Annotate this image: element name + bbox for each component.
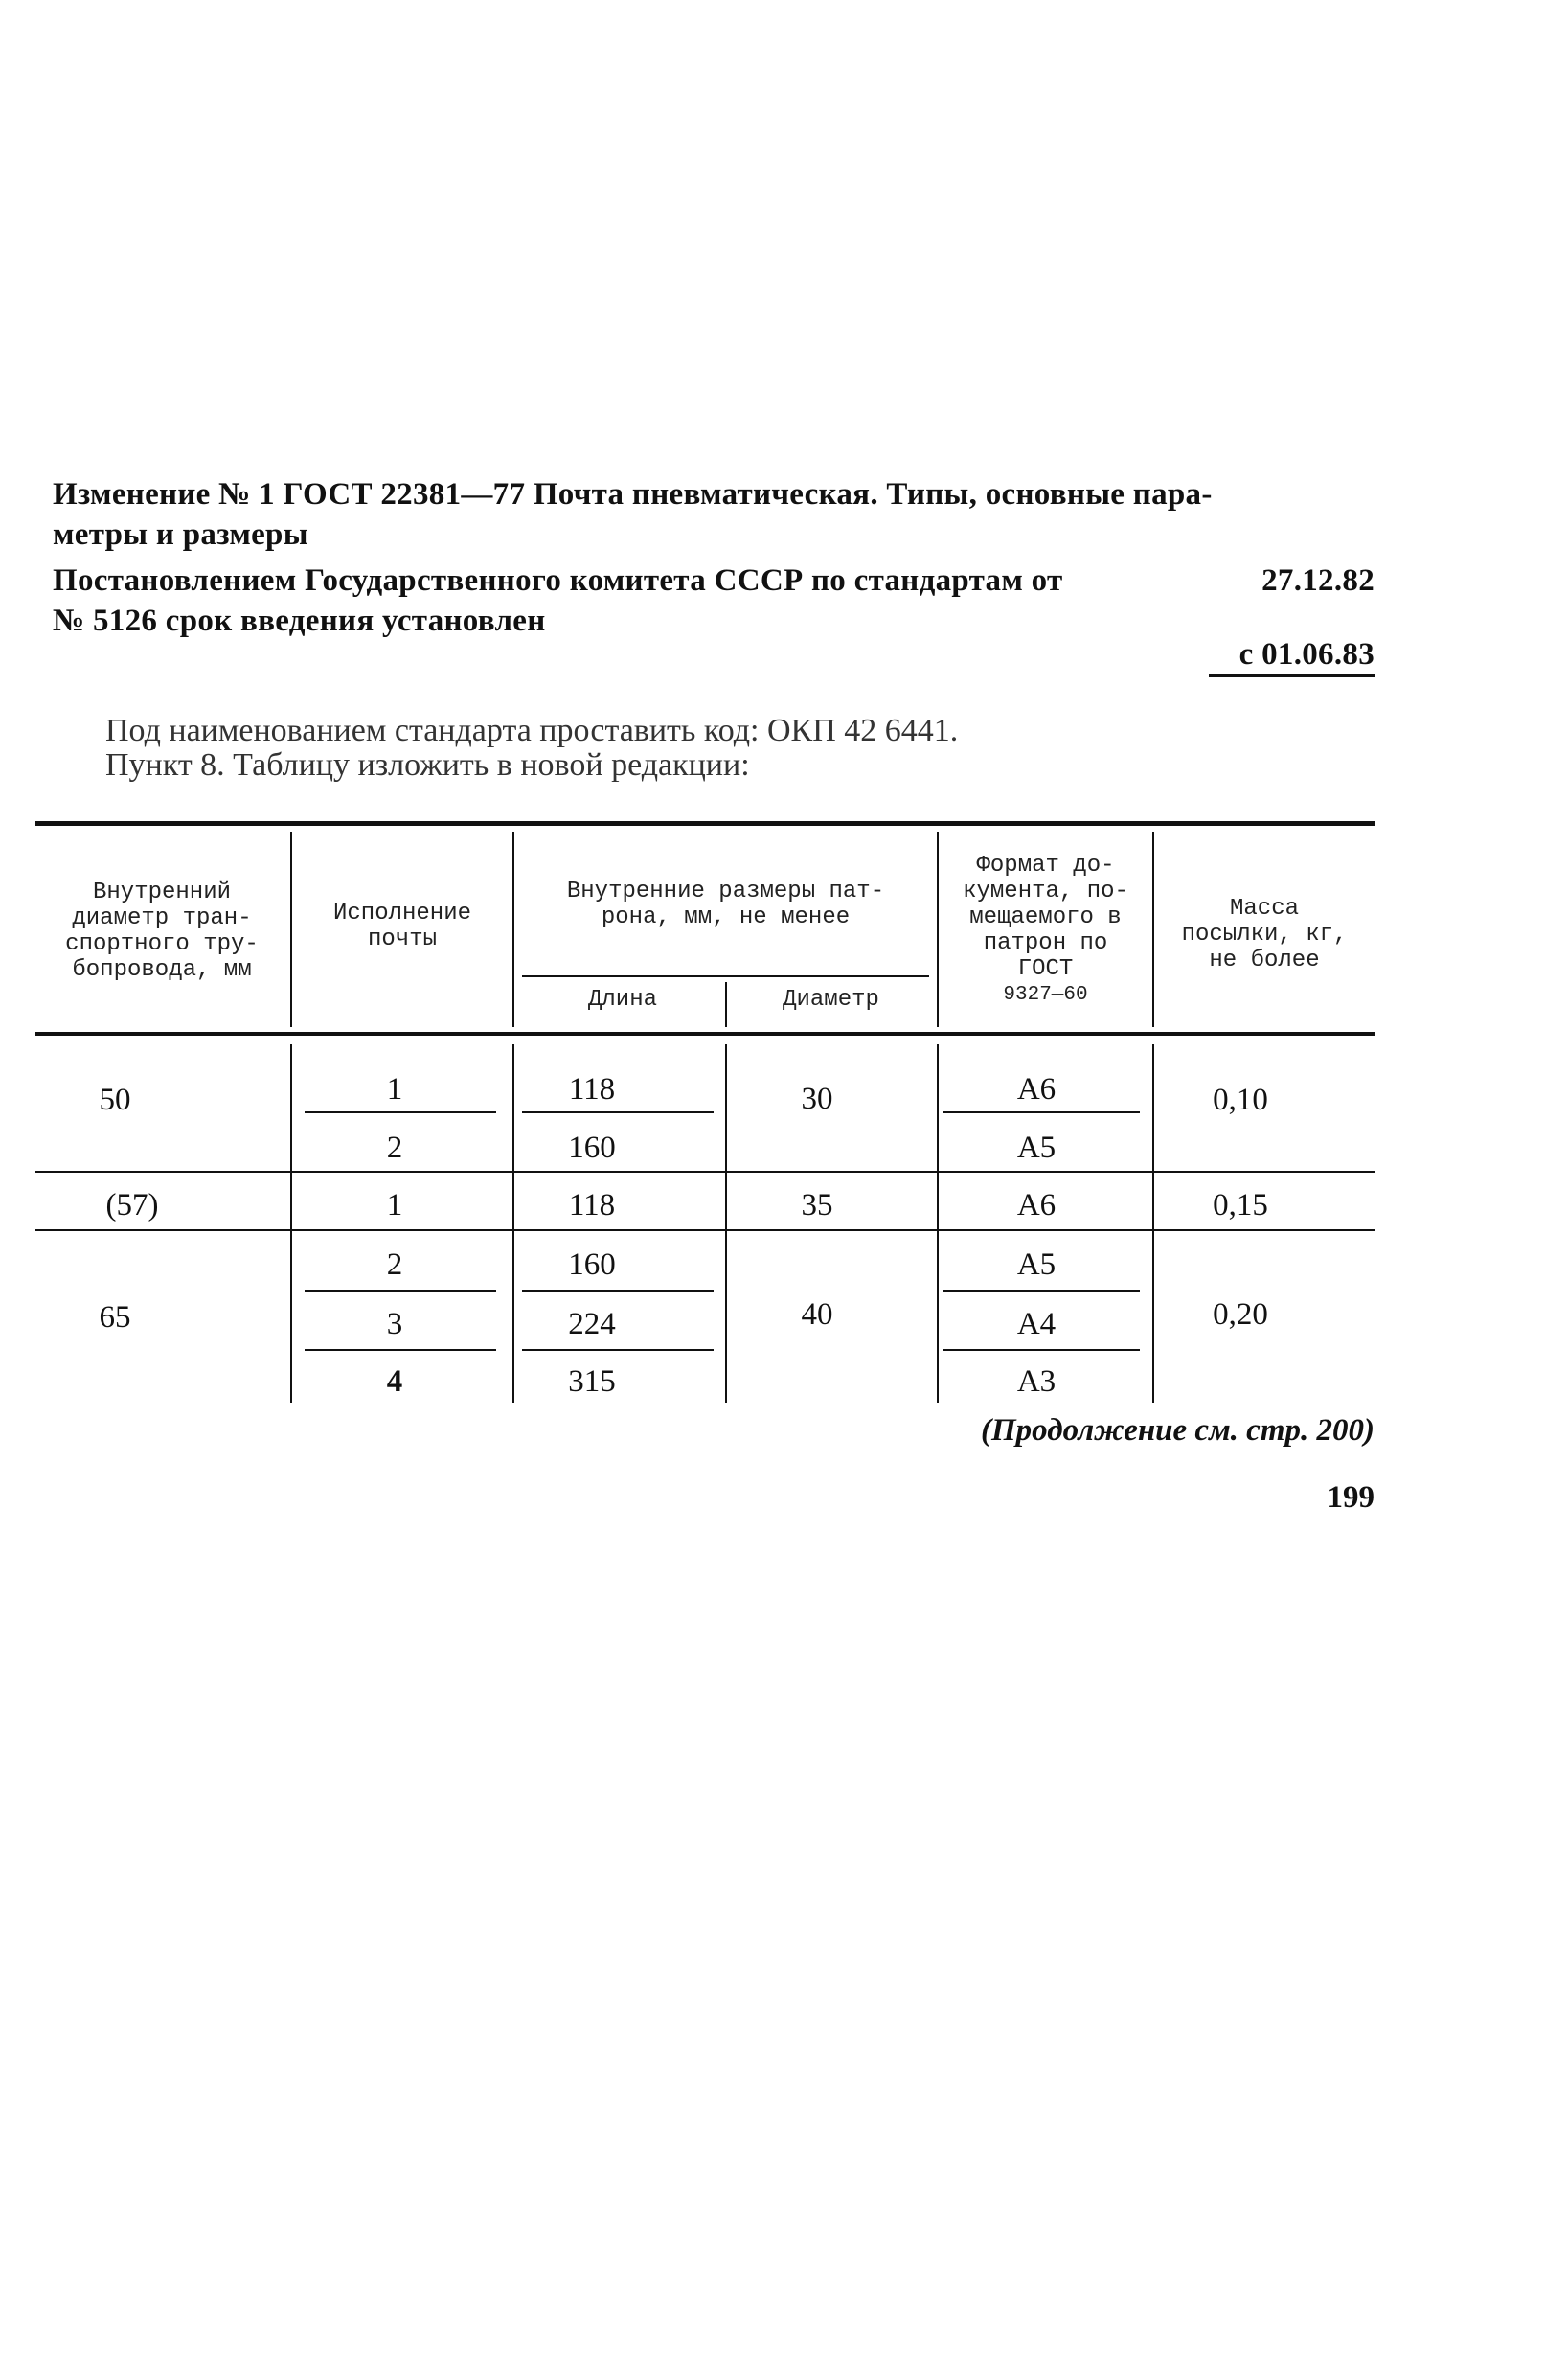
table-cell-format: А5 <box>1016 1131 1057 1165</box>
group-separator <box>35 1229 1375 1231</box>
table-cell-length: 160 <box>568 1247 616 1282</box>
decree-line1: Постановлением Государственного комитета СССР по стандартам от <box>53 563 1063 598</box>
col-diameter-header-line: Внутренний <box>92 880 232 905</box>
col-mass-header-line: Масса <box>1229 896 1299 922</box>
table-cell-version: 2 <box>386 1131 403 1165</box>
table-cell-version: 4 <box>386 1364 403 1399</box>
table-cell-format: А4 <box>1016 1307 1057 1341</box>
col-cartridge-header-line: рона, мм, не менее <box>601 904 851 930</box>
table-cell-version: 2 <box>386 1247 403 1282</box>
col-diameter-header-line: спортного тру- <box>65 931 259 957</box>
table-cell-diameter: 65 <box>99 1300 131 1335</box>
col-mass-header <box>1154 896 1375 973</box>
table-cell-cart-diameter: 35 <box>801 1188 833 1223</box>
table-header-rule <box>35 1032 1375 1036</box>
table-cell-format: А5 <box>1016 1247 1057 1282</box>
table-cell-version: 3 <box>386 1307 403 1341</box>
table-cell-length: 224 <box>568 1307 616 1341</box>
col-format-header-line: ГОСТ <box>1017 956 1074 982</box>
table-top-rule <box>35 821 1375 826</box>
row-separator <box>305 1111 496 1113</box>
table-cell-version: 1 <box>386 1188 403 1223</box>
table-cell-cart-diameter: 40 <box>801 1297 833 1332</box>
body-divider <box>725 1044 727 1403</box>
body-divider <box>290 1044 292 1403</box>
table-cell-length: 118 <box>568 1188 616 1223</box>
row-separator <box>305 1290 496 1292</box>
col-version-header-line: Исполнение <box>332 901 472 926</box>
instruction-okp: Под наименованием стандарта проставить код: ОКП 42 6441. <box>105 713 959 748</box>
col-format-header-line: Формат до- <box>976 853 1115 879</box>
body-divider <box>937 1044 939 1403</box>
instruction-table: Пункт 8. Таблицу изложить в новой редакции: <box>105 747 750 783</box>
col-diameter-header-line: бопровода, мм <box>72 957 252 983</box>
row-separator <box>522 1290 714 1292</box>
table-cell-version: 1 <box>386 1072 403 1107</box>
group-separator <box>35 1171 1375 1173</box>
decree-date: 27.12.82 <box>1261 563 1375 598</box>
col-mass-header-line: не более <box>1209 948 1320 973</box>
table-cell-length: 315 <box>568 1364 616 1399</box>
col-format-header-line: мещаемого в <box>969 904 1122 930</box>
row-separator <box>305 1349 496 1351</box>
col-mass-header-line: посылки, кг, <box>1181 922 1348 948</box>
header-subrule <box>522 975 929 977</box>
table-cell-length: 118 <box>568 1072 616 1107</box>
col-diameter-header-line: диаметр тран- <box>72 905 252 931</box>
row-separator <box>522 1349 714 1351</box>
table-cell-mass: 0,15 <box>1213 1188 1268 1223</box>
body-divider <box>512 1044 514 1403</box>
col-format-header-line: кумента, по- <box>963 879 1128 904</box>
row-separator <box>522 1111 714 1113</box>
table-cell-cart-diameter: 30 <box>801 1082 833 1116</box>
row-separator <box>943 1349 1140 1351</box>
decree-line2: № 5126 срок введения установлен <box>53 604 546 638</box>
col-format-header <box>939 853 1152 1008</box>
table-cell-diameter: (57) <box>105 1188 159 1223</box>
amendment-title-line2: метры и размеры <box>53 517 308 552</box>
table-cell-mass: 0,20 <box>1213 1297 1268 1332</box>
col-format-header-line: 9327—60 <box>1003 984 1088 1006</box>
col-version-header <box>292 901 512 952</box>
table-cell-length: 160 <box>568 1131 616 1165</box>
col-format-header-line: патрон по <box>983 930 1108 956</box>
table-cell-mass: 0,10 <box>1213 1083 1268 1117</box>
table-cell-format: А3 <box>1016 1364 1057 1399</box>
amendment-title-line1: Изменение № 1 ГОСТ 22381—77 Почта пневматическая. Типы, основные пара- <box>53 477 1213 512</box>
row-separator <box>943 1290 1140 1292</box>
table-cell-format: А6 <box>1016 1072 1057 1107</box>
col-cartridge-header <box>514 879 937 930</box>
table-cell-diameter: 50 <box>99 1083 131 1117</box>
body-divider <box>1152 1044 1154 1403</box>
continuation-note: (Продолжение см. стр. 200) <box>981 1413 1375 1448</box>
row-separator <box>943 1111 1140 1113</box>
col-cartridge-header-line: Внутренние размеры пат- <box>566 879 885 904</box>
col-cart-diameter-header: Диаметр <box>783 987 879 1013</box>
col-length-header: Длина <box>587 987 657 1013</box>
col-version-header-line: почты <box>367 926 437 952</box>
col-diameter-header <box>35 880 288 983</box>
page-number: 199 <box>1327 1480 1375 1515</box>
table-cell-format: А6 <box>1016 1188 1057 1223</box>
effective-date-text: с 01.06.83 <box>1238 637 1375 672</box>
